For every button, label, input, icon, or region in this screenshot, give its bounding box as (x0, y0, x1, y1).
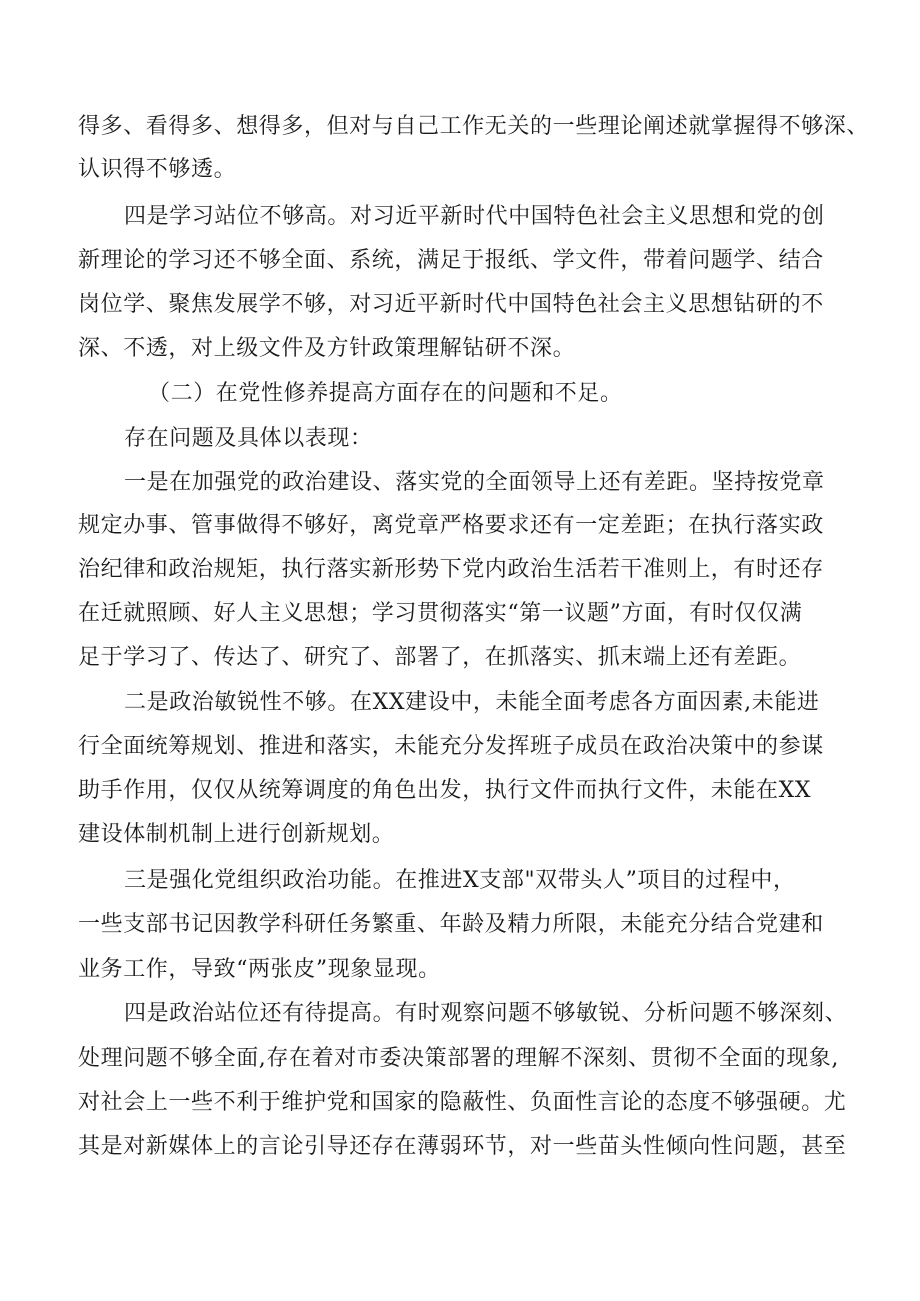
paragraph-start-line: 四是政治站位还有待提高。有时观察问题不够敏锐、分析问题不够深刻、 (124, 1001, 848, 1026)
text-line: 一些支部书记因教学科研任务繁重、年龄及精力所限，未能充分结合党建和 (78, 912, 824, 937)
text-line: 规定办事、管事做得不够好，离党章严格要求还有一定差距；在执行落实政 (78, 513, 824, 538)
paragraph-start-line: 四是学习站位不够高。对习近平新时代中国特色社会主义思想和党的创 (124, 204, 825, 229)
text-line: 深、不透，对上级文件及方针政策理解钻研不深。 (78, 336, 576, 361)
text-line: 岗位学、聚焦发展学不够，对习近平新时代中国特色社会主义思想钻研的不 (78, 292, 824, 317)
text-line: 业务工作，导致“两张皮”现象显现。 (78, 957, 441, 982)
text-line: 得多、看得多、想得多，但对与自己工作无关的一些理论阐述就掌握得不够深、 (78, 114, 870, 139)
text-line: 助手作用，仅仅从统筹调度的角色出发，执行文件而执行文件，未能在XX (78, 778, 812, 803)
text-line: 处理问题不够全面,存在着对市委决策部署的理解不深刻、贯彻不全面的现象, (78, 1046, 839, 1071)
paragraph-start-line: 存在问题及具体以表现： (124, 426, 373, 451)
text-line: 认识得不够透。 (78, 157, 237, 182)
text-line: 治纪律和政治规矩，执行落实新形势下党内政治生活若干准则上，有时还存 (78, 557, 824, 582)
paragraph-start-line: 三是强化党组织政治功能。在推进X支部"双带头人”项目的过程中， (124, 868, 796, 893)
section-heading: （二）在党性修养提高方面存在的问题和不足。 (148, 381, 623, 406)
text-line: 新理论的学习还不够全面、系统，满足于报纸、学文件，带着问题学、结合 (78, 248, 824, 273)
text-line: 其是对新媒体上的言论引导还存在薄弱环节，对一些苗头性倾向性问题，甚至 (78, 1134, 847, 1159)
text-line: 在迁就照顾、好人主义思想；学习贯彻落实“第一议题”方面，有时仅仅满 (78, 601, 803, 626)
paragraph-start-line: 二是政治敏锐性不够。在XX建设中，未能全面考虑各方面因素,未能进 (124, 690, 820, 715)
paragraph-start-line: 一是在加强党的政治建设、落实党的全面领导上还有差距。坚持按党章 (124, 470, 825, 495)
text-line: 行全面统筹规划、推进和落实，未能充分发挥班子成员在政治决策中的参谋 (78, 734, 824, 759)
text-line: 对社会上一些不利于维护党和国家的隐蔽性、负面性言论的态度不够强硬。尤 (78, 1090, 847, 1115)
text-line: 建设体制机制上进行创新规划。 (78, 822, 395, 847)
text-line: 足于学习了、传达了、研究了、部署了，在抓落实、抓末端上还有差距。 (78, 645, 802, 670)
